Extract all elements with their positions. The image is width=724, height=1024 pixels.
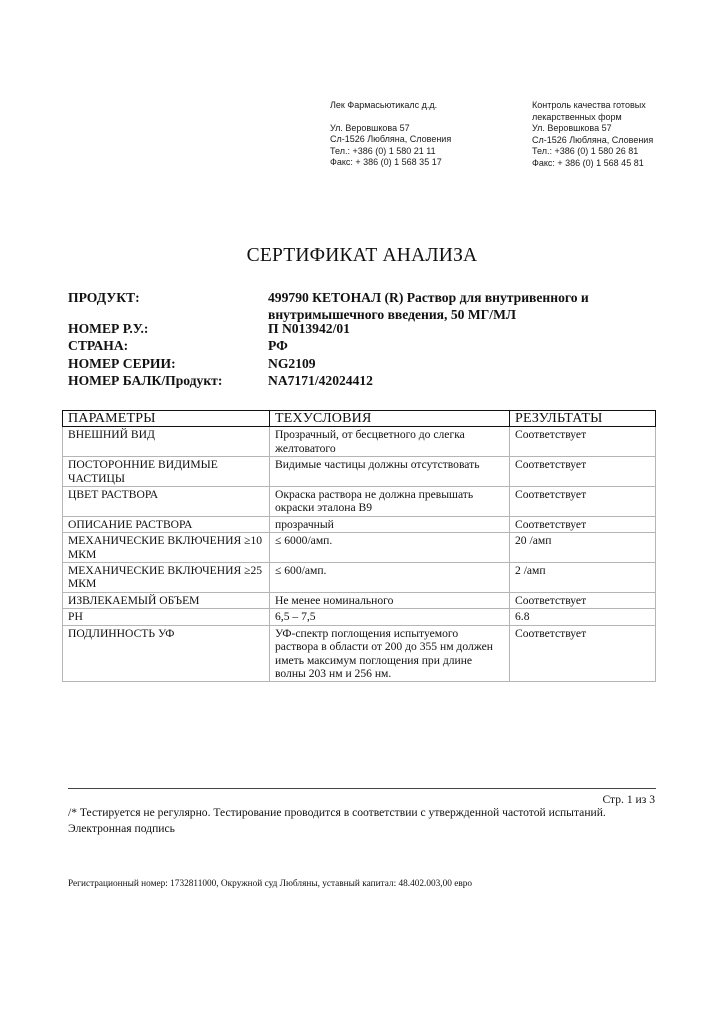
cell-parameter: ОПИСАНИЕ РАСТВОРА: [63, 516, 270, 532]
parameters-table: [62, 410, 656, 682]
table-row: [63, 533, 656, 563]
page-number: Стр. 1 из 3: [602, 793, 655, 806]
cell-result: Соответствует: [510, 487, 656, 517]
qc-phone: Тел.: +386 (0) 1 580 26 81: [532, 146, 639, 157]
bulk-label: НОМЕР БАЛК/Продукт:: [68, 373, 223, 388]
footnote: /* Тестируется не регулярно. Тестирование проводится в соответствии с утвержденной частотой испытаний.: [68, 806, 606, 819]
product-value: 499790 КЕТОНАЛ (R) Раствор для внутривенного и внутримышечного введения, 50 МГ/МЛ: [268, 290, 589, 322]
series-value: NG2109: [268, 356, 316, 371]
reg-number-label: НОМЕР Р.У.:: [68, 321, 149, 336]
cell-result: Соответствует: [510, 625, 656, 682]
company-fax: Факс: + 386 (0) 1 568 35 17: [330, 157, 442, 168]
bulk-value: NA7171/42024412: [268, 373, 373, 388]
cell-result: Соответствует: [510, 592, 656, 608]
cell-spec: Видимые частицы должны отсутствовать: [270, 457, 510, 487]
cell-spec: 6,5 – 7,5: [270, 609, 510, 625]
cell-parameter: ИЗВЛЕКАЕМЫЙ ОБЪЕМ: [63, 592, 270, 608]
document-title: СЕРТИФИКАТ АНАЛИЗА: [246, 245, 478, 266]
cell-spec: Окраска раствора не должна превышать окраски эталона В9: [270, 487, 510, 517]
cell-result: Соответствует: [510, 457, 656, 487]
cell-spec: ≤ 600/амп.: [270, 563, 510, 593]
table-header-row: [63, 411, 656, 427]
cell-parameter: ПОДЛИННОСТЬ УФ: [63, 625, 270, 682]
qc-street: Ул. Веровшкова 57: [532, 123, 612, 134]
cell-result: 20 /амп: [510, 533, 656, 563]
company-street: Ул. Веровшкова 57: [330, 122, 410, 133]
cell-result: Соответствует: [510, 427, 656, 457]
cell-spec: Не менее номинального: [270, 592, 510, 608]
qc-city: Сл-1526 Любляна, Словения: [532, 134, 654, 145]
table-row: [63, 563, 656, 593]
company-name: Лек Фармасьютикалс д.д.: [330, 100, 438, 110]
cell-parameter: МЕХАНИЧЕСКИЕ ВКЛЮЧЕНИЯ ≥10 МКМ: [63, 533, 270, 563]
cell-spec: прозрачный: [270, 516, 510, 532]
company-phone: Тел.: +386 (0) 1 580 21 11: [330, 145, 436, 156]
company-address-block: [330, 100, 451, 169]
cell-result: 6.8: [510, 609, 656, 625]
registration-info: Регистрационный номер: 1732811000, Окружной суд Любляны, уставный капитал: 48.402.003,00 евро: [68, 879, 473, 889]
header-parameters: ПАРАМЕТРЫ: [63, 411, 270, 427]
header-results: РЕЗУЛЬТАТЫ: [510, 411, 656, 427]
table-row: [63, 516, 656, 532]
table-row: [63, 625, 656, 682]
qc-name-line1: Контроль качества готовых: [532, 100, 646, 110]
electronic-signature-note: Электронная подпись: [68, 822, 175, 835]
country-label: СТРАНА:: [68, 338, 129, 353]
cell-parameter: ВНЕШНИЙ ВИД: [63, 427, 270, 457]
cell-spec: ≤ 6000/амп.: [270, 533, 510, 563]
cell-parameter: ПОСТОРОННИЕ ВИДИМЫЕ ЧАСТИЦЫ: [63, 457, 270, 487]
cell-parameter: PH: [63, 609, 270, 625]
cell-spec: Прозрачный, от бесцветного до слегка желтоватого: [270, 427, 510, 457]
table-row: [63, 427, 656, 457]
country-value: РФ: [268, 338, 288, 353]
table-row: [63, 457, 656, 487]
cell-result: Соответствует: [510, 516, 656, 532]
series-label: НОМЕР СЕРИИ:: [68, 356, 176, 371]
cell-spec: УФ-спектр поглощения испытуемого раствора в области от 200 до 355 нм должен иметь максимум поглощения при длине волны 203 нм и 256 нм.: [270, 625, 510, 682]
qc-address-block: [532, 100, 653, 170]
company-city: Сл-1526 Любляна, Словения: [330, 134, 452, 145]
qc-name-line2: лекарственных форм: [532, 111, 622, 122]
cell-parameter: МЕХАНИЧЕСКИЕ ВКЛЮЧЕНИЯ ≥25 МКМ: [63, 563, 270, 593]
table-row: [63, 592, 656, 608]
product-label: ПРОДУКТ:: [68, 290, 140, 305]
reg-number-value: П N013942/01: [268, 321, 350, 336]
header-specifications: ТЕХУСЛОВИЯ: [270, 411, 510, 427]
cell-parameter: ЦВЕТ РАСТВОРА: [63, 487, 270, 517]
table-row: [63, 609, 656, 625]
footer-divider: [68, 788, 656, 789]
qc-fax: Факс: + 386 (0) 1 568 45 81: [532, 157, 644, 168]
table-row: [63, 487, 656, 517]
cell-result: 2 /амп: [510, 563, 656, 593]
